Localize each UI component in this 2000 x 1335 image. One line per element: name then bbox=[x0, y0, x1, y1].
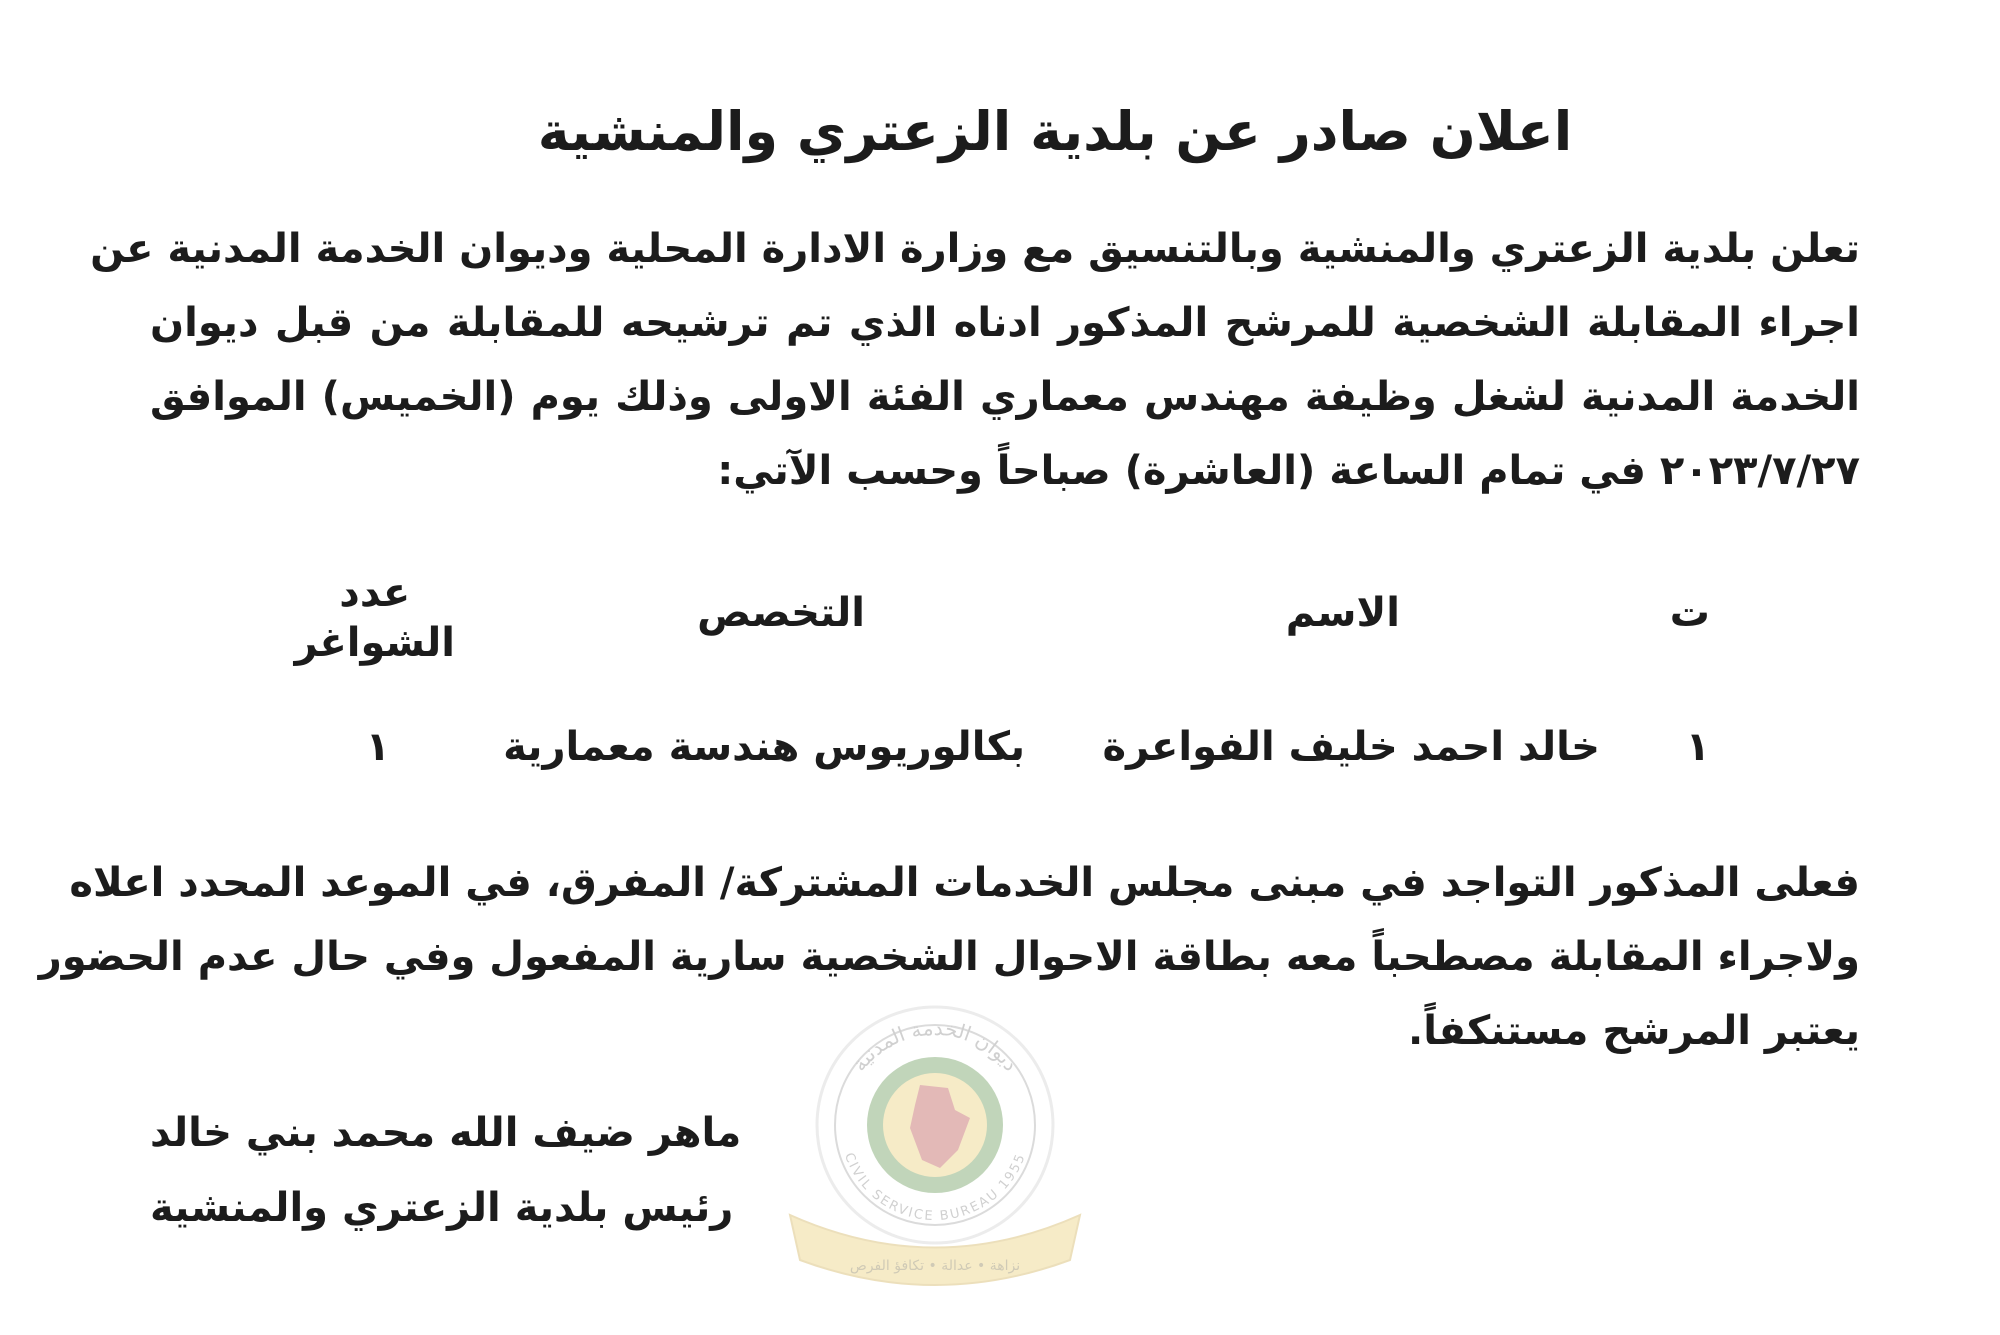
notice-line: يعتبر المرشح مستنكفاً. bbox=[1408, 1008, 1860, 1054]
signatory-title: رئيس بلدية الزعتري والمنشية bbox=[150, 1185, 734, 1231]
seal-motto: نزاهة • عدالة • تكافؤ الفرص bbox=[849, 1258, 1021, 1274]
signatory-name: ماهر ضيف الله محمد بني خالد bbox=[150, 1110, 742, 1156]
vacancies-header-line1: عدد bbox=[339, 570, 411, 616]
table-cell-name: خالد احمد خليف الفواعرة bbox=[1102, 724, 1600, 770]
table-cell-seq: ١ bbox=[1685, 724, 1710, 770]
intro-line: الخدمة المدنية لشغل وظيفة مهندس معماري الفئة الاولى وذلك يوم (الخميس) الموافق bbox=[150, 374, 1860, 420]
vacancies-header-line2: الشواغر bbox=[294, 620, 455, 666]
table-header-specialization: التخصص bbox=[697, 590, 865, 636]
intro-paragraph bbox=[90, 212, 1860, 508]
notice-line: ولاجراء المقابلة مصطحباً معه بطاقة الاحوال الشخصية سارية المفعول وفي حال عدم الحضور bbox=[38, 934, 1860, 980]
table-header-seq: ت bbox=[1669, 590, 1710, 636]
seal-english-text: CIVIL SERVICE BUREAU 1955 bbox=[840, 1150, 1030, 1225]
intro-line: اجراء المقابلة الشخصية للمرشح المذكور ادناه الذي تم ترشيحه للمقابلة من قبل ديوان bbox=[150, 300, 1860, 346]
seal-arabic-text: ديوان الخدمة المدنية bbox=[846, 1015, 1024, 1076]
notice-line: فعلى المذكور التواجد في مبنى مجلس الخدمات المشتركة/ المفرق، في الموعد المحدد اعلاه bbox=[69, 860, 1860, 906]
civil-service-bureau-seal-watermark bbox=[770, 1000, 1100, 1300]
intro-line: ٢٠٢٣/٧/٢٧ في تمام الساعة (العاشرة) صباحاً وحسب الآتي: bbox=[717, 448, 1860, 494]
table-header-name: الاسم bbox=[1285, 590, 1400, 636]
intro-line: تعلن بلدية الزعتري والمنشية وبالتنسيق مع وزارة الادارة المحلية وديوان الخدمة المدنية عن bbox=[90, 226, 1860, 272]
table-cell-vacancies: ١ bbox=[365, 724, 390, 770]
announcement-title: اعلان صادر عن بلدية الزعتري والمنشية bbox=[537, 100, 1573, 163]
table-cell-specialization: بكالوريوس هندسة معمارية bbox=[503, 724, 1025, 770]
table-header-vacancies bbox=[295, 568, 455, 668]
